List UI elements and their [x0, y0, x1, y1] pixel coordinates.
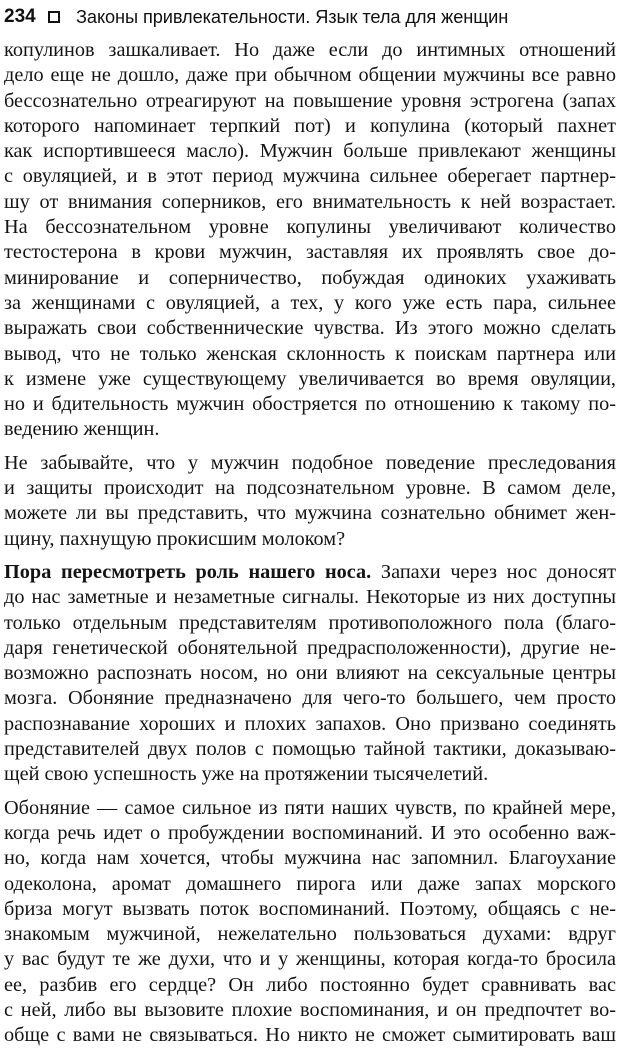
text-line: распознавание хороших и плохих запахов. Оно призвано соединять	[4, 712, 616, 735]
text-line: щей свою успешность уже на протяжении тысячелетий.	[4, 763, 489, 786]
text-line: минирование и соперничество, побуждая одиноких ухаживать	[4, 266, 616, 289]
text-line: вывод, что не только женская склонность к поискам партнера или	[4, 342, 616, 365]
text-line: с ней, либо вы вызовите плохие воспоминания, и он предпочтет во-	[4, 998, 616, 1021]
text-line: возможно распознать носом, но они влияют на сексуальные центры	[4, 662, 616, 685]
text-line: копулинов зашкаливает. Но даже если до интимных отношений	[4, 39, 616, 61]
text-line: которого напоминает терпкий пот) и копулина (который пахнет	[4, 114, 616, 137]
text-line: мозга. Обоняние предназначено для чего-то большего, чем просто	[4, 687, 616, 710]
text-line: за женщинами с овуляцией, а тех, у кого уже есть пара, сильнее	[4, 291, 616, 314]
text-line: ее, разбив его сердце? Он либо постоянно будет сравнивать вас	[4, 973, 616, 996]
text-line: когда речь идет о пробуждении воспоминаний. И это особенно важ-	[4, 821, 616, 844]
section-lead-heading: Пора пересмотреть роль нашего носа.	[4, 560, 372, 583]
text-line: ведению женщин.	[4, 418, 160, 441]
text-line: знакомым мужчиной, нежелательно пользоваться духами: вдруг	[4, 923, 616, 946]
text-line-remainder: Запахи через нос доносят	[371, 560, 616, 583]
text-line: как испортившееся масло). Мужчин больше привлекают женщины	[4, 140, 616, 163]
text-line: бриза могут вызвать поток воспоминаний. Поэтому, общаясь с не-	[4, 897, 616, 920]
text-line: одеколона, аромат домашнего пирога или даже запах морского	[4, 872, 616, 895]
running-title: Законы привлекательности. Язык тела для женщин	[75, 6, 508, 27]
paragraph-1	[4, 38, 616, 443]
square-bullet-icon	[48, 11, 60, 23]
text-line: щину, пахнущую прокисшим молоком?	[4, 527, 346, 550]
text-line: у вас будут те же духи, что и у женщины, которая когда-то бросила	[4, 948, 616, 971]
text-line: но и бдительность мужчин обостряется по отношению к такому по-	[4, 393, 616, 416]
text-line: Не забывайте, что у мужчин подобное поведение преследования	[4, 451, 616, 474]
text-line: к измене уже существующему увеличивается во время овуляции,	[4, 367, 616, 390]
body-text	[4, 38, 616, 1057]
text-line: можете ли вы представить, что мужчина сознательно обнимет жен-	[4, 502, 616, 525]
text-line: шу от внимания соперников, его внимательность к ней возрастает.	[4, 190, 616, 213]
text-line: Обоняние — самое сильное из пяти наших чувств, по крайней мере,	[4, 796, 616, 819]
text-line: и защиты происходит на подсознательном уровне. В самом деле,	[4, 477, 616, 500]
page-number: 234	[4, 6, 36, 27]
paragraph-3	[4, 560, 616, 788]
text-line: На бессознательном уровне копулины увеличивают количество	[4, 216, 616, 239]
text-line: представителей двух полов с помощью тайной тактики, доказываю-	[4, 738, 616, 761]
text-line: выражать свои собственнические чувства. Из этого можно сделать	[4, 317, 616, 340]
text-line: с овуляцией, и в этот период мужчина сильнее оберегает партнер-	[4, 165, 616, 188]
page-header	[4, 2, 616, 32]
text-line: даря генетической обонятельной предрасположенности), другие не-	[4, 636, 616, 659]
text-line: дело еще не дошло, даже при обычном общении мужчины все равно	[4, 64, 616, 87]
text-line: до нас заметные и незаметные сигналы. Некоторые из них доступны	[4, 586, 616, 609]
paragraph-2	[4, 451, 616, 552]
text-line: бессознательно отреагируют на повышение уровня эстрогена (запах	[4, 89, 616, 112]
text-line: обще с вами не связываться. Но никто не сможет сымитировать ваш	[4, 1024, 616, 1047]
paragraph-4	[4, 796, 616, 1049]
text-line: но, когда нам хочется, чтобы мужчина нас запомнил. Благоухание	[4, 847, 616, 870]
text-line	[4, 560, 616, 585]
text-line: только отдельным представителям противоположного пола (благо-	[4, 611, 616, 634]
text-line: тестостерона в крови мужчин, заставляя их проявлять свое до-	[4, 241, 616, 264]
